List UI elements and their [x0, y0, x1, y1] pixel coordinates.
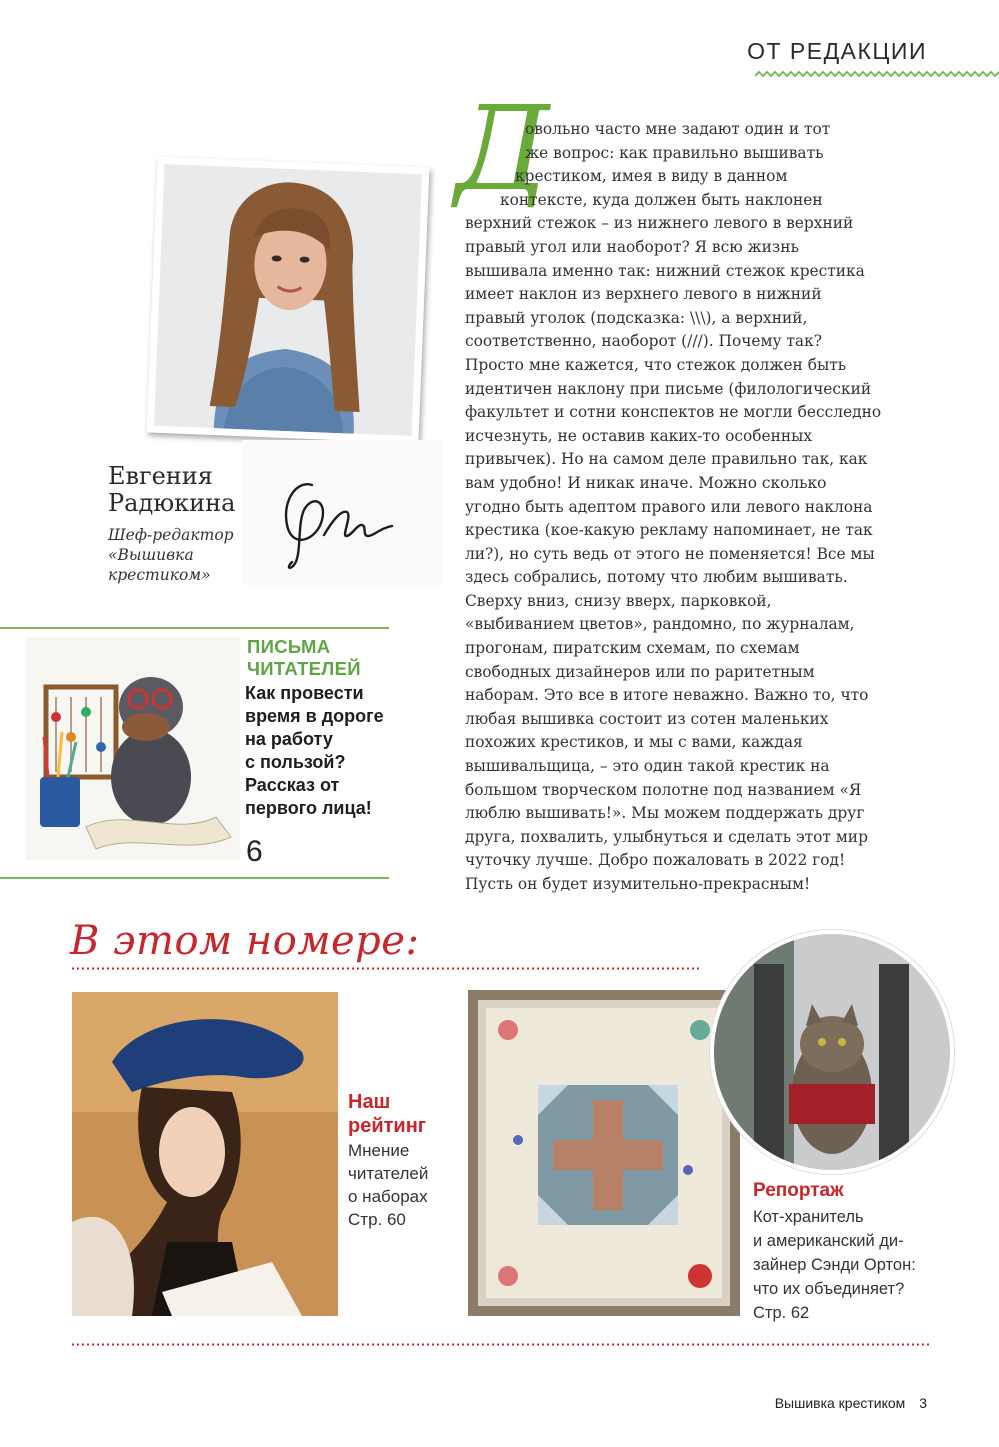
issue-dotted-rule-top: [72, 967, 702, 970]
report-title[interactable]: Репортаж: [753, 1180, 844, 1201]
editorial-line: крестиком, имея в виду в данном: [515, 167, 788, 186]
issue-dotted-rule-bottom: [72, 1343, 932, 1346]
rating-description: Мнение читателей о наборах Стр. 60: [348, 1141, 429, 1229]
editorial-line: верхний стежок – из нижнего левого в верхний: [465, 214, 854, 233]
editorial-line: же вопрос: как правильно вышивать: [525, 143, 824, 162]
editorial-line: идентичен наклону при письме (филологический: [465, 379, 872, 398]
editorial-line: Пусть он будет изумительно-прекрасным!: [465, 875, 811, 893]
rating-cross-stitch-portrait[interactable]: [72, 992, 338, 1316]
letters-bottom-rule: [0, 877, 389, 879]
editorial-line: ли?), но суть ведь от этого не поменяется! Все мы: [465, 544, 875, 563]
editorial-line: друга, похвалить, улыбнуться и сделать этот мир: [465, 827, 868, 846]
editor-signature: [242, 440, 444, 585]
editorial-line: вышивала именно так: нижний стежок крестика: [465, 261, 865, 280]
editorial-line: угодно быть адептом правого или левого наклона: [465, 497, 873, 516]
editorial-line: вышивальщица, – это один такой крестик на: [465, 757, 830, 776]
editorial-line: факультет и сотни конспектов не могли бесследно: [465, 403, 882, 422]
editorial-line: имеет наклон из верхнего левого в нижний: [465, 285, 822, 304]
letters-top-rule: [0, 627, 389, 629]
editorial-line: свободных дизайнеров или по раритетным: [465, 662, 815, 681]
editorial-line: чуточку лучше. Добро пожаловать в 2022 год!: [465, 851, 846, 870]
editorial-line: здесь собрались, потому что любим вышивать.: [465, 568, 848, 587]
editorial-line: контексте, куда должен быть наклонен: [500, 190, 823, 209]
letters-page-number[interactable]: 6: [246, 835, 263, 868]
editorial-line: похожих крестиков, и мы с вами, каждая: [465, 733, 803, 752]
letters-dog-illustration: [26, 637, 240, 860]
editorial-line: прогонам, пиратским схемам, по схемам: [465, 639, 800, 658]
editorial-line: люблю вышивать!». Мы можем поддержать друг: [465, 804, 865, 823]
editorial-line: привычек). Но на самом деле правильно так, как: [465, 450, 868, 469]
editorial-line: овольно часто мне задают один и тот: [525, 120, 831, 138]
report-cat-photo[interactable]: [710, 930, 954, 1174]
editorial-line: крестика (кое-какую рекламу напоминает, не так: [465, 521, 873, 540]
rating-title[interactable]: Наш рейтинг: [348, 1091, 427, 1137]
editorial-line: исчезнуть, не оставив каких-то особенных: [465, 426, 813, 445]
rating-page-ref[interactable]: Стр. 60: [348, 1210, 406, 1229]
editorial-text: [465, 118, 895, 897]
report-page-ref[interactable]: Стр. 62: [753, 1304, 810, 1322]
editorial-line: Просто мне кажется, что стежок должен быть: [465, 355, 847, 374]
header-zigzag-divider: [755, 70, 999, 78]
letters-teaser[interactable]: Как провести время в дороге на работу с пользой? Рассказ от первого лица!: [245, 683, 384, 818]
section-title: ОТ РЕДАКЦИИ: [747, 38, 927, 64]
editorial-line: вам удобно! И никак иначе. Можно сколько: [465, 473, 827, 492]
page-footer: [775, 1395, 927, 1411]
editor-role: Шеф-редактор «Вышивка крестиком»: [108, 526, 234, 584]
editorial-line: правый угол или наоборот? Я всю жизнь: [465, 237, 799, 256]
editor-name: Евгения Радюкина: [108, 462, 236, 517]
editorial-line: любая вышивка состоит из сотен маленьких: [465, 709, 829, 728]
editor-photo: [147, 157, 430, 444]
editorial-line: Сверху вниз, снизу вверх, парковкой,: [465, 591, 772, 610]
report-framed-sampler[interactable]: [468, 990, 740, 1316]
editorial-line: большом творческом полотне под названием «Я: [465, 780, 862, 799]
in-this-issue-heading: В этом номере:: [70, 918, 420, 964]
footer-magazine-name: Вышивка крестиком: [774, 1395, 906, 1411]
editorial-line: «выбиванием цветов», рандомно, по журналам,: [465, 615, 855, 634]
letters-kicker: ПИСЬМА ЧИТАТЕЛЕЙ: [247, 636, 361, 679]
editorial-line: правый уголок (подсказка: \\\), а верхний,: [465, 308, 808, 327]
editorial-line: наборам. Это все в итоге неважно. Важно то, что: [465, 686, 869, 705]
footer-page-number: 3: [919, 1395, 927, 1411]
editorial-dropcap: Д: [455, 82, 550, 217]
editorial-line: соответственно, наоборот (///). Почему так?: [465, 332, 822, 351]
report-description: Кот-хранитель и американский ди- зайнер Сэнди Ортон: что их объединяет? Стр. 62: [753, 1205, 916, 1325]
